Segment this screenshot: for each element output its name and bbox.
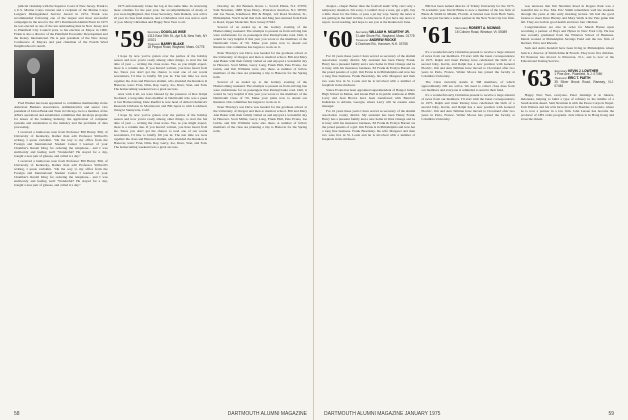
left-column-1	[14, 4, 108, 406]
secretary-address: 3 Lake Shore Rd., Wayland, Mass. 01778	[355, 34, 415, 39]
treasurer-name: ERIC T. PAETH	[568, 76, 591, 81]
class-officers	[147, 29, 207, 50]
article-paragraph: I received a humorous note from Professor Bill Henry. Bill, of University of Kentucky, Rather than edit Professor Stillwell's writing, I quote verbatim. "On the way to my office from the Foreign and International Student Center I learned of your Chamber's Rexall Drug for ordering the telephone... and I was stubbornly and feeling well: 'Wonderful!' He stayed for a day, bought a new pair of glasses, and called it a day."	[14, 159, 108, 188]
secretary-name: KEVIN J. LOWTHER	[568, 68, 599, 73]
article-paragraph: It's a wonderful early Christmas present to receive a large amount of news from our members. I'll start with the latest correspondence in 1975. Ralph and Janet Parsley have celebrated the birth of a second baby, Kevin, and Ralph has a new position with General Electric. Jim and Ann Tallman have moved to Cleveland after two years in Paris, France. Walter Moore has joined the faculty at Columbia University.	[421, 92, 515, 121]
magazine-issue	[324, 411, 440, 417]
secretary-address: 15 Coburn Road, Windsor, Vt. 05089	[455, 29, 508, 34]
article-paragraph: It's a wonderful early Christmas present to receive a large amount of news from our members. I'll start with the latest correspondence in 1975. Ralph and Janet Parsley have celebrated the birth of a second baby, Kevin, and Ralph has a new position with General Electric. Jim and Ann Tallman have moved to Cleveland after two years in Paris, France. Walter Moore has joined the faculty at Columbia University.	[421, 50, 515, 79]
secretary-address: 1 Pine Ave., Plainfield, N.J. 07060	[554, 72, 603, 77]
article-paragraph: For 16 years these years I have served as secretary of the alumni association county district. My assistant has been Henry Frank. Harry has a pleasant family and a new home in West Orange and he is busy with his insurance business. Ed Frank & Evelyn Barrett are the proud parents of a girl. Jim Evans is in Philadelphia and now has a long fine business. Frank Beardsley, his wife Margaret and their two sons live in St. Louis and he is involved with a number of hospitals in the midwest.	[322, 108, 416, 142]
article-paragraph: Several of us ended up at the Gallery evening of the Homecoming weekend. The attempts to present us from arriving late were unfortunate for us passengers that Pennsylvania road. Dell, it would be very helpful if this year you wrote to the members of the Dartmouth Class of '59. Make your plans now to attend our Reunion. Our committee has begun to work on it.	[213, 79, 308, 105]
right-page	[314, 0, 628, 420]
treasurer-address: 6 Dunham Rd., Hanover, N.H. 03755	[355, 41, 408, 46]
article-paragraph: Peter Hawley's son Dave was headed for the graduate school at the University of Oregon and then to medical school. Bill and Mary Ann Baker with their family visited us and enjoyed a wonderful day in Hanover. Scott Miller, Gerry Long, Frank Hall, Pete Evans, Joe Lubin, and Jim Williams were also there. A number of fellow members of the class are planning a trip to Hanover for the Spring term.	[213, 50, 308, 79]
secretary-label: Secretary	[355, 30, 369, 35]
article-paragraph: 1975 unfortunately broke her leg at the same time. In reviewing these columns for the past year, the accomplishments of many of you were highlighted. Our Class Secretary, Sam Daniels, was active all year in class fund matters, and a Christmas card was sent to each of you. Merry Christmas and Happy New Year to all.	[113, 4, 208, 25]
class-year: '63	[520, 65, 552, 92]
secretary-name: ROBERT A. MCINNIS	[468, 26, 501, 31]
left-column-3	[213, 4, 307, 406]
article-paragraph: I hope by now you've gotten over the parties of the holiday season and now you're ready among other things, to start the fun time of year — writing the class notes. Yes, as you might expect, there is a column due. If you haven't written, you have heard from me. Since you don't get the chance to read one of our recent newsletters, I'd like to briefly fill you in. The last time we were together the class and Hanover alumni, who attended the Reunion in Hanover, were: Fran, Dick, Ray, Gerry, Joe, Dave, Stan, and Tom. The homecoming weekend was a great success.	[113, 54, 208, 91]
article-paragraph: Sam and Anita Kendall have been living in Philadelphia where Sam is a director of Smith Kline & French. They have five children. Ed Peterson has moved to Princeton, N.J., and is now at the Educational Testing Service.	[520, 46, 614, 63]
class-officers	[455, 25, 507, 35]
treasurer-address: 35 Silver Brook Road, Ramsey, N.J. 07446	[554, 80, 614, 88]
article-paragraph: Several of us ended up at the Gallery evening of the Homecoming weekend. The attempts to present us from arriving late were unfortunate for us passengers that Pennsylvania road. Dell, it would be very helpful if this year you wrote to the members of the Dartmouth Class of '59. Make your plans now to attend our Reunion. Our committee has begun to work on it.	[213, 25, 308, 50]
class-year: '60	[322, 27, 353, 54]
article-paragraph: Congratulations are also in order for Marsh Hynes upon becoming a partner of Hays and Hynes in New York City. He has also recently graduated from the Wharton School of Business. Marsh worked at Philadelphia Savings Fund and the law firm of Dechert, Price and Rhoads.	[520, 25, 614, 46]
treasurer-label: Treasurer	[355, 37, 369, 42]
class-year: '61	[421, 23, 452, 50]
right-column-1	[322, 4, 415, 406]
right-column-3	[521, 4, 614, 406]
article-paragraph: For 16 years these years I have served as secretary of the alumni association county district. My assistant has been Henry Frank. Harry has a pleasant family and a new home in West Orange and he is busy with his insurance business. Ed Frank & Evelyn Barrett are the proud parents of a girl. Jim Evans is in Philadelphia and now has a long fine business. Frank Beardsley, his wife Margaret and their two sons live in St. Louis and he is involved with a number of hospitals in the midwest.	[322, 54, 416, 87]
left-page-columns	[14, 4, 307, 406]
secretary-label: Secretary	[147, 30, 161, 35]
treasurer-name: ANDREW ROCKE	[369, 37, 397, 42]
magazine-name: DARTMOUTH ALUMNI MAGAZINE	[227, 411, 307, 417]
issue-date: JANUARY 1975	[404, 411, 441, 417]
treasurer-name: BARRY BLAKE	[161, 41, 185, 46]
article-paragraph: Bill has been named director of Trinity University for the 1975-76 academic year. David Blake is now a member of the law firm of Black & Smith in Miami, Florida. A belated note from Herb Stein, who has just become a senior partner in the New York City law firm.	[421, 4, 515, 21]
article-paragraph: chapter—chaps! Better than the football team! Why can't only a temporary situation. I'm sorry, I couldn't drop a note, get a gift, buy a little cheer for the folks, or pass a jet my way. Surely the news is not getting in the mail in time. Let me know if you have any news to report. Good reading, and hope to see you at the Reunion in June.	[322, 4, 416, 25]
portrait-photo	[14, 50, 54, 98]
page-number: 58	[14, 411, 20, 417]
class-year: '59	[113, 27, 145, 54]
page-number: 59	[608, 411, 614, 417]
class-officers	[554, 68, 614, 89]
article-paragraph: Happy New Year, everyone. Peter Jennings is in Jakarta, Indonesia, helping to build a type of refinery in the middle of a Saudi Arabia desert. Sam Newman is with the Peace Corps in Nepal. Tom Walters and his wife have moved to Boulder, Colorado, where he is now a partner in a law firm. John Larsen has become the producer of CBS radio programs. Jack Olson is in Hong Kong and loves the Orient.	[520, 92, 614, 121]
class-header-60	[322, 27, 415, 54]
treasurer-label: Treasurer	[554, 76, 568, 81]
secretary-label: Secretary	[455, 26, 468, 31]
portrait-tie	[32, 78, 35, 96]
article-paragraph: I hope by now you've gotten over the parties of the holiday season and now you're ready among other things, to start the fun time of year — writing the class notes. Yes, as you might expect, there is a column due. If you haven't written, you have heard from me. Since you don't get the chance to read one of our recent newsletters, I'd like to briefly fill you in. The last time we were together the class and Hanover alumni, who attended the Reunion in Hanover, were: Fran, Dick, Ray, Gerry, Joe, Dave, Stan, and Tom. The homecoming weekend was a great success.	[113, 112, 208, 150]
secretary-name: WILLIAM H. MCARTHY JR.	[369, 30, 410, 35]
article-paragraph: Peter Hawley's son Dave was headed for the graduate school at the University of Oregon and then to medical school. Bill and Mary Ann Baker with their family visited us and enjoyed a wonderful day in Hanover. Scott Miller, Gerry Long, Frank Hall, Pete Evans, Joe Lubin, and Jim Williams were also there. A number of fellow members of the class are planning a trip to Hanover for the Spring term.	[213, 105, 308, 134]
magazine-name: DARTMOUTH ALUMNI MAGAZINE	[324, 411, 404, 417]
class-officers	[356, 29, 415, 46]
article-paragraph: And, with it all, we were blessed by the presence of Rev. Ralph Stoddard, a long-time class member at Dartmouth who was a guest at last Homecoming. Dale Rueffel is now head of Allied Chemical's Research Division in Morristown and Bill Ayers is with Lockheed, living in Sunnyvale, Calif.	[113, 91, 208, 112]
secretary-address: 1313 East 76th St., Apt 5-B, New York, NY 10021	[147, 34, 208, 42]
secretary-label: Secretary	[554, 68, 568, 73]
left-column-2	[114, 4, 208, 406]
article-paragraph: Vance Evans has been appointed superintendent of Bangor Junior High School in Maine, and Glenn Hall is in public relations at IBM. Larry and Jean Brown have been transferred with Bancroft Industries to Atlanta, Georgia, where Larry will be eastern sales manager.	[322, 87, 416, 108]
article-paragraph: Dorothy, Al, Pat Bennett, Route 1, Scotch Plains, N.J. 07076; Sam Newman, 1688 Tyree Pkwy., Princeton Junction, N.J. 08550; and Joe Nason, Kindhood, Bill & Brigid, 122 Road Stockton, St., Philadelphia. You'll recall that Jack and Meg just returned from Paris to Road, Upper Montclair, New Jersey 07043.	[213, 4, 308, 25]
article-paragraph: judicial clerkship with the Superior Court of New Jersey. Frank is a U.S. Marine Corps veteran and a recipient of the Marine Corps League's Distinguished Service Award in 1974. Frank was recommended following one of the largest and most successful campaigns in the area for the 1971 Dartmouth Alumni Fund. In 1973 he was elected as one of the ten outstanding men in New Jersey and to Plainfield City Council prior to his election as Mayor in 1966. Frank is also a director of the Plainfield Economic Development and the Rotary International. He is past president of the New Jersey Conference of Mayors and past chairman of the Fourth Ward Neighborhood Council.	[14, 4, 108, 49]
class-header-61	[421, 23, 514, 50]
treasurer-label: Treasurer	[147, 41, 161, 46]
article-paragraph: I received a humorous note from Professor Bill Henry. Bill, of University of Kentucky, Rather than edit Professor Stillwell's writing, I quote verbatim. "On the way to my office from the Foreign and International Student Center I learned of your Chamber's Rexall Drug for ordering the telephone... and I was stubbornly and feeling well: 'Wonderful!' He stayed for a day, bought a new pair of glasses, and called it a day."	[14, 129, 108, 159]
right-page-columns	[322, 4, 614, 406]
article-paragraph: The Class currently stands at 368 members, of which approximately 200 are active. We need to collect class dues from our members and everyone is reminded to send in their fund.	[421, 79, 515, 92]
article-paragraph: Fred Plumer has been appointed to committee membership in the American Bankers Association. Administrative and senior vice president of Union Bank and Trust in Chicago, he is a member of the ABA's operations and automation committee that develops programs for issues of the banking industry, the application of computer systems and automation to the industry and the problems of data processing.	[14, 100, 108, 129]
portrait-face	[27, 58, 40, 74]
article-paragraph: was unaware that Jim Sheridan Road in Rogers Park was a beautiful site to live. Mrs. Eric Smith remembers well the students through the years at this early morning lecture. We had the good fortune to meet Dave Huxley and Mary Wells at the Yale game this fall. They are both in good health and have four children.	[520, 4, 614, 25]
class-header-59	[113, 27, 208, 54]
right-column-2	[421, 4, 514, 406]
treasurer-address: 18 Pequot Road, Wayland, Mass. 01778	[147, 45, 205, 50]
secretary-name: DOUGLAS WISE	[161, 30, 187, 35]
class-header-63	[520, 65, 614, 92]
